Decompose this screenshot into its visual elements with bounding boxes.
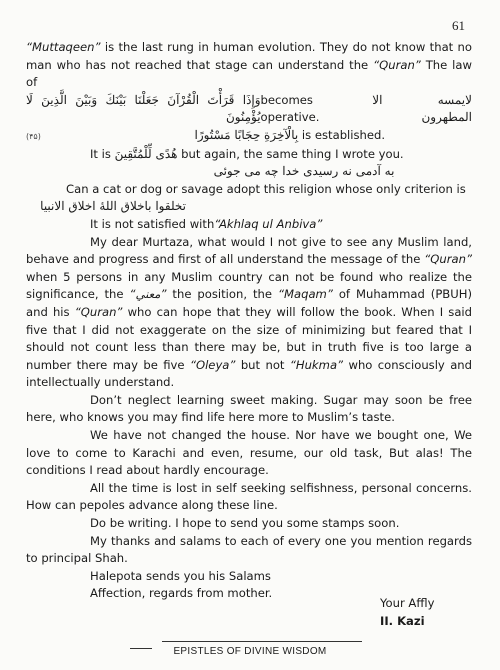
paragraph-muttaqeen: “Muttaqeen” is the last rung in human evolution. They do not know that no man who has not reached that stage can understand the “Quran” The law of [26,40,472,90]
paragraph-house: We have not changed the house. Nor have we bought one, We love to come to Karachi and even, resume, our old task, But alas! The conditions I read about hardly encourage. [26,428,472,478]
verse-2-text: is established. [298,127,386,142]
verse-reference: (۴۵) [26,131,41,141]
footer-rule-right [162,641,362,642]
paragraph-murtaza: My dear Murtaza, what would I not give to see any Muslim land, behave and progress and first of all understand the message of the “Quran” when 5 persons in any Muslim country can not be found who realize the significance, the “معني” the position, the “Maqam” of Muhammad (PBUH) and his “Quran” who can hope that they will follow the book. When I said five that I did not exaggerate on the size of minimizing but feared that I should not count less than there may be, but in truth five is too large a number there may be five “Oleya” but not “Hukma” who consciously and intellectually understand. [26,234,473,390]
letter-body [26,39,472,603]
arabic-verse-1: وَإِذَا قَرَأْتَ الْقُرْآنَ جَعَلْنَا بَيْنَكَ وَبَيْنَ الَّذِينَ لَا يُؤْمِنُونَ [26,92,261,125]
arabic-hudan: هُدًى لِّلْمُتَّقِينَ [114,146,178,161]
signature-name: II. Kazi [380,614,425,628]
paragraph-thanks: My thanks and salams to each of every one you mention regards to principal Shah. [26,533,472,566]
paragraph-affection: Affection, regards from mother. [90,586,273,601]
footer-title: EPISTLES OF DIVINE WISDOM [173,646,327,657]
arabic-akhlaq: تخلقوا باخلاق اللهٔ اخلاق الانبیا [40,199,186,214]
term-quran: “Quran” [373,57,421,72]
page-number: 61 [452,18,465,33]
term-muttaqeen: “Muttaqeen” [26,40,101,54]
line-cat: Can a cat or dog or savage adopt this religion whose only criterion is [66,181,466,196]
verse-line-1 [26,92,472,127]
term-akhlaq: “Akhlaq ul Anbiva” [214,216,323,231]
paragraph-time: All the time is lost in self seeking selfishness, personal concerns. How can pepoles advance along these line. [26,480,472,513]
paragraph-writing: Do be writing. I hope to send you some stamps soon. [90,516,400,531]
persian-line: به آدمی نه رسیدی خدا چه می جوئی [213,164,395,179]
verse-line-2 [26,127,472,146]
paragraph-halepota: Halepota sends you his Salams [90,568,271,583]
arabic-verse-2: بِالْآخِرَةِ حِجَابًا مَسْتُورًا [194,127,299,142]
signature-block [380,594,434,630]
paragraph-sweet-making: Don’t neglect learning sweet making. Sugar may soon be free here, who knows you may find life here more to Muslim’s taste. [26,392,472,425]
arabic-verse-right: لايمسه الا المطهرون [372,92,472,125]
verse-1-text: becomes operative. [260,92,320,125]
signature-closing: Your Affly [380,596,435,610]
line-hudan: It is هُدًى لِّلْمُتَّقِينَ but again, the same thing I wrote you. [90,146,404,161]
line-satisfied: It is not satisfied with“Akhlaq ul Anbiva” [90,216,323,231]
